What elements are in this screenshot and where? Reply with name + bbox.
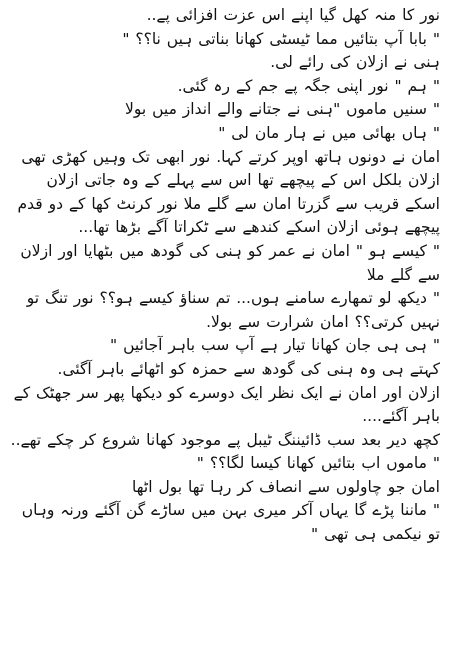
paragraph: " ماموں اب بتائیں کھانا کیسا لگا؟؟ " bbox=[196, 454, 440, 473]
paragraph: " کیسے ہو " امان نے عمر کو ہنی کی گودھ میں بٹھایا اور ازلان سے گلے ملا bbox=[20, 241, 440, 284]
paragraph: کہتے ہی وہ ہنی کی گودھ سے حمزہ کو اٹھائے باہر آگئی. bbox=[57, 359, 440, 378]
paragraph: ہنی نے ازلان کی رائے لی. bbox=[270, 53, 440, 72]
paragraph: " ہاں بھائی میں نے ہار مان لی " bbox=[218, 123, 440, 142]
paragraph: کچھ دیر بعد سب ڈائیننگ ٹیبل پے موجود کھانا شروع کر چکے تھے.. bbox=[10, 430, 440, 449]
paragraph: امان نے دونوں ہاتھ اوپر کرتے کہا. نور ابھی تک وہیں کھڑی تھی ازلان بلکل اس کے پیچھے تھا اس سے پہلے کے وہ جاتی ازلان اسکے قریب سے گزرتا امان سے گلے ملا نور کرنٹ کھا کے دو قدم پیچھے ہوئی ازلان اسکے کندھے سے ٹکراتا آگے بڑھا تھا... bbox=[17, 147, 440, 237]
paragraph: ازلان اور امان نے ایک نظر ایک دوسرے کو دیکھا پھر سر جھٹک کے باہر آگئے.... bbox=[13, 383, 440, 426]
paragraph: نور کا منہ کھل گیا اپنے اس عزت افزائی پے.. bbox=[146, 6, 440, 24]
paragraph: " ہی ہی جان کھانا تیار ہے آپ سب باہر آجائیں " bbox=[110, 336, 440, 355]
paragraph: " ہم " نور اپنی جگہ پے جم کے رہ گئی. bbox=[177, 76, 440, 95]
paragraph: امان جو چاولوں سے انصاف کر رہا تھا بول اٹھا bbox=[132, 477, 440, 496]
paragraph: " دیکھ لو تمھارے سامنے ہوں... تم سناؤ کیسے ہو؟؟ نور تنگ تو نہیں کرتی؟؟ امان شرارت سے بولا. bbox=[26, 289, 440, 331]
paragraph: " ماننا پڑے گا یہاں آکر میری بہن میں ساڑے گن آگئے ورنہ وہاں تو نیکمی ہی تھی " bbox=[21, 501, 440, 544]
paragraph: " سنیں ماموں "ہنی نے جتانے والے انداز میں بولا bbox=[125, 100, 440, 119]
story-text bbox=[8, 4, 440, 547]
paragraph: " بابا آپ بتائیں مما ٹیسٹی کھانا بناتی ہیں نا؟؟ " bbox=[122, 29, 440, 48]
